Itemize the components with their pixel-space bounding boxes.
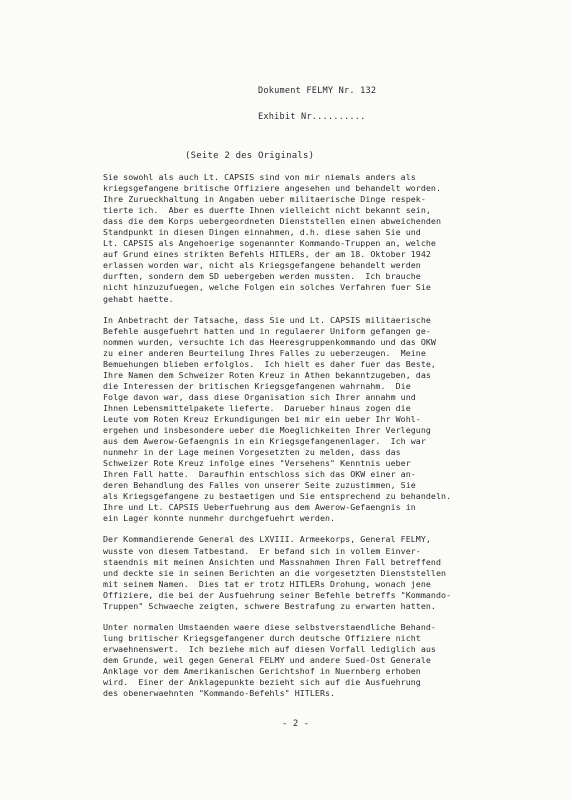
text-line: Der Kommandierende General des LXVIII. Armeekorps, General FELMY, [103, 534, 431, 545]
text-line: wusste von diesem Tatbestand. Er befand sich in vollem Einver- [103, 545, 421, 556]
text-line: Standpunkt in diesen Dingen einnahmen, d.h. diese sahen Sie und [103, 227, 421, 238]
text-line: und deckte sie in seinen Berichten an die vorgesetzten Dienststellen [103, 567, 447, 578]
page-number: - 2 - [282, 719, 310, 729]
text-line: Befehle ausgefuehrt hatten und in regulaerer Uniform gefangen ge- [103, 325, 431, 336]
text-line: ein Lager konnte nunmehr durchgefuehrt werden. [103, 513, 336, 524]
text-line: Ihre und Lt. CAPSIS Ueberfuehrung aus dem Awerow-Gefaengnis in [103, 502, 416, 513]
document-title: Dokument FELMY Nr. 132 [258, 86, 377, 96]
text-line: kriegsgefangene britische Offiziere angesehen und behandelt worden. [103, 183, 442, 194]
paragraph [103, 315, 503, 525]
text-line: Ihre Zurueckhaltung in Angaben ueber militaerische Dinge respek- [103, 194, 426, 205]
text-line: Truppen" Schwaeche zeigten, schwere Bestrafung zu erwarten hatten. [103, 600, 436, 611]
text-line: Sie sowohl als auch Lt. CAPSIS sind von mir niemals anders als [103, 172, 416, 182]
text-line: nunmehr in der Lage meinen Vorgesetzten zu melden, dass das [103, 447, 401, 458]
text-line: Leute vom Roten Kreuz Erkundigungen bei mir ein ueber Ihr Wohl- [103, 413, 421, 424]
text-line: als Kriegsgefangene zu bestaetigen und Sie entsprechend zu behandeln. [103, 491, 452, 502]
text-line: Schweizer Rote Kreuz infolge eines "Versehens" Kenntnis ueber [103, 458, 411, 469]
text-line: wird. Einer der Anklagepunkte bezieht sich auf die Ausfuehrung [103, 677, 421, 688]
text-line: auf Grund eines strikten Befehls HITLERs, der am 18. Oktober 1942 [103, 249, 431, 260]
text-line: Unter normalen Umstaenden waere diese selbstverstaendliche Behand- [103, 621, 436, 632]
text-line: nommen wurden, versuchte ich das Heeresgruppenkommando und das OKW [103, 336, 436, 347]
text-line: Anklage vor dem Amerikanischen Gerichtshof in Nuernberg erhoben [103, 665, 421, 676]
text-line: dem Grunde, weil gegen General FELMY und andere Sued-Ost Generale [103, 654, 431, 665]
text-line: Bemuehungen blieben erfolglos. Ich hielt es daher fuer das Beste, [103, 358, 436, 369]
text-line: Offiziere, die bei der Ausfuehrung seiner Befehle betreffs "Kommando- [103, 589, 452, 600]
text-line: tierte ich. Aber es duerfte Ihnen vielleicht nicht bekannt sein, [103, 205, 431, 216]
text-line: aus dem Awerow-Gefaengnis in ein Kriegsgefangenenlager. Ich war [103, 436, 426, 447]
text-line: Folge davon war, dass diese Organisation sich Ihrer annahm und [103, 391, 416, 402]
text-line: des obenerwaehnten "Kommando-Befehls" HITLERs. [103, 688, 336, 699]
body-text [103, 172, 503, 709]
text-line: mit seinem Namen. Dies tat er trotz HITLERs Drohung, wonach jene [103, 578, 431, 589]
text-line: lung britischer Kriegsgefangener durch deutsche Offiziere nicht [103, 632, 421, 643]
text-line: In Anbetracht der Tatsache, dass Sie und Lt. CAPSIS militaerische [103, 314, 431, 325]
text-line: Lt. CAPSIS als Angehoerige sogenannter Kommando-Truppen an, welche [103, 238, 436, 249]
text-line: erwaehnenswert. Ich beziehe mich auf diesen Vorfall lediglich aus [103, 643, 436, 654]
text-line: Ihren Fall hatte. Daraufhin entschloss sich das OKW einer an- [103, 469, 416, 480]
text-line: durften, sondern dem SD uebergeben werden mussten. Ich brauche [103, 271, 421, 282]
text-line: ergehen und insbesondere ueber die Moeglichkeiten Ihrer Verlegung [103, 425, 431, 436]
text-line: Ihnen Lebensmittelpakete lieferte. Darueber hinaus zogen die [103, 402, 411, 413]
text-line: zu einer anderen Beurteilung Ihres Falles zu ueberzeugen. Meine [103, 347, 426, 358]
text-line: Ihre Namen dem Schweizer Roten Kreuz in Athen bekanntzugeben, das [103, 369, 431, 380]
paragraph [103, 534, 503, 611]
page-subtitle: (Seite 2 des Originals) [185, 151, 315, 161]
text-line: gehabt haette. [103, 293, 174, 304]
text-line: die Interessen der britischen Kriegsgefangenen wahrnahm. Die [103, 380, 411, 391]
text-line: dass die dem Korps uebergeordneten Dienststellen einen abweichenden [103, 216, 442, 227]
text-line: nicht hinzuzufuegen, welche Folgen ein solches Verfahren fuer Sie [103, 282, 431, 293]
text-line: staendnis mit meinen Ansichten und Massnahmen Ihren Fall betreffend [103, 556, 442, 567]
paragraph [103, 622, 503, 699]
paragraph [103, 172, 503, 305]
exhibit-number: Exhibit Nr.......... [258, 112, 366, 122]
text-line: deren Behandlung des Falles von unserer Seite zuzustimmen, Sie [103, 480, 416, 491]
text-line: erlassen worden war, nicht als Kriegsgefangene behandelt werden [103, 260, 421, 271]
